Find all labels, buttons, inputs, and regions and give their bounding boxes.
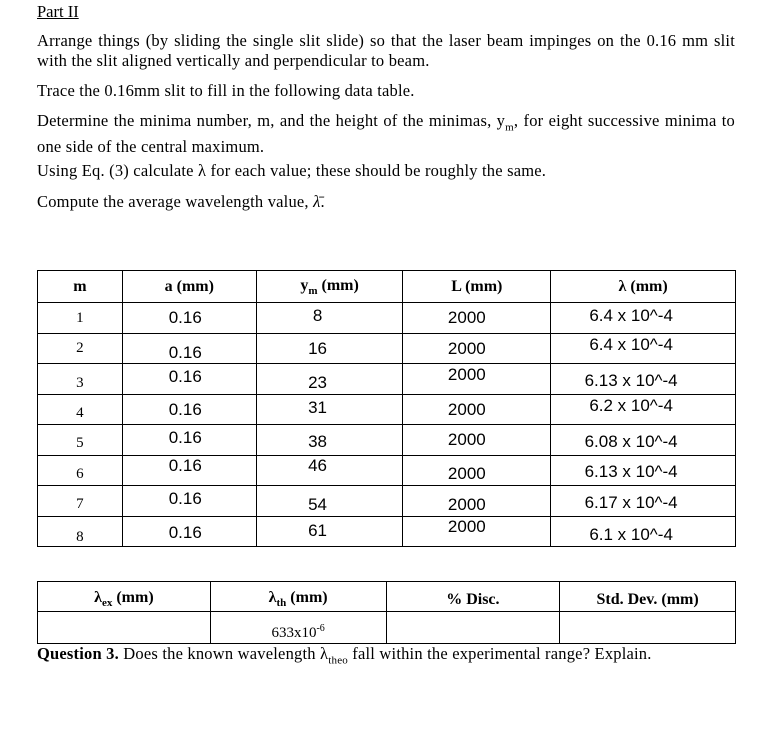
cell-ym-text: 54 — [308, 494, 328, 514]
cell-m-text: 5 — [76, 435, 84, 452]
cell-lambda-text: 6.2 x 10^-4 — [589, 395, 673, 415]
instruction-average — [37, 192, 735, 212]
header-L: L (mm) — [403, 271, 551, 303]
cell-a-text: 0.16 — [168, 427, 202, 447]
cell-a-text: 0.16 — [168, 342, 202, 362]
cell-L — [403, 486, 551, 516]
table-row — [38, 394, 736, 424]
table-row — [38, 486, 736, 516]
cell-lambda — [551, 486, 736, 516]
instruction-determine — [37, 111, 735, 157]
header-m: m — [38, 271, 123, 303]
cell-m-text: 6 — [76, 465, 84, 482]
cell-L — [403, 516, 551, 546]
table-row — [38, 516, 736, 546]
cell-a-text: 0.16 — [168, 456, 202, 476]
cell-ym — [256, 516, 403, 546]
cell-L-text: 2000 — [447, 429, 486, 449]
cell-lambda — [551, 425, 736, 455]
instruction-calculate: Using Eq. (3) calculate λ for each value; these should be roughly the same. — [37, 161, 547, 180]
cell-lambda-text: 6.4 x 10^-4 — [589, 306, 673, 326]
instruction-arrange: Arrange things (by sliding the single slit slide) so that the laser beam impinges on the 0.16 mm slit with the slit aligned vertically and perpendicular to beam. — [37, 31, 735, 70]
cell-L — [403, 333, 551, 363]
question-text-pre: Does the known wavelength λ — [118, 644, 329, 663]
cell-a — [122, 333, 256, 363]
cell-L-text: 2000 — [447, 399, 486, 419]
cell-L-text: 2000 — [447, 464, 486, 484]
cell-m — [38, 486, 123, 516]
cell-lambda-text: 6.13 x 10^-4 — [584, 371, 678, 391]
cell-ym-text: 23 — [308, 373, 328, 393]
cell-m-text: 3 — [76, 374, 84, 391]
header-ym: $y_m$ (mm) — [256, 271, 403, 303]
cell-ym — [256, 364, 403, 394]
cell-ym — [256, 394, 403, 424]
cell-m-text: 1 — [76, 309, 84, 326]
cell-ym-text: 46 — [308, 456, 328, 476]
summary-header-row — [38, 582, 736, 612]
cell-ym — [256, 455, 403, 485]
data-table — [37, 270, 736, 547]
cell-m — [38, 364, 123, 394]
cell-L-text: 2000 — [447, 494, 486, 514]
question-label: Question 3. — [37, 644, 119, 663]
part-heading: Part II — [37, 2, 79, 21]
cell-ym-text: 8 — [312, 306, 323, 326]
cell-L — [403, 455, 551, 485]
instruction-trace: Trace the 0.16mm slit to fill in the following data table. — [37, 81, 415, 100]
header-a: a (mm) — [122, 271, 256, 303]
cell-m — [38, 303, 123, 333]
table-row — [38, 333, 736, 363]
cell-a — [122, 303, 256, 333]
lambda-bar-symbol: λ̄ — [313, 192, 321, 211]
cell-a-text: 0.16 — [168, 308, 202, 328]
question-3 — [37, 644, 735, 670]
lambda-th-value: $633x10^{-6}$ — [210, 612, 386, 644]
summary-value-row — [38, 612, 736, 644]
cell-ym — [256, 486, 403, 516]
instruction-average-post: . — [320, 192, 325, 211]
header-lambda-th: $\lambda_{th}$ (mm) — [210, 582, 386, 612]
table-row — [38, 425, 736, 455]
cell-a-text: 0.16 — [168, 488, 202, 508]
header-disc: % Disc. — [386, 582, 560, 612]
cell-lambda — [551, 364, 736, 394]
cell-L — [403, 364, 551, 394]
cell-lambda — [551, 303, 736, 333]
cell-m — [38, 516, 123, 546]
cell-ym — [256, 425, 403, 455]
table-row — [38, 303, 736, 333]
cell-ym-text: 16 — [308, 338, 328, 358]
cell-a — [122, 516, 256, 546]
cell-ym-text: 61 — [308, 521, 328, 541]
cell-a — [122, 364, 256, 394]
cell-lambda-text: 6.08 x 10^-4 — [584, 431, 678, 451]
cell-lambda-text: 6.4 x 10^-4 — [589, 334, 673, 354]
cell-lambda — [551, 455, 736, 485]
cell-m — [38, 333, 123, 363]
cell-m — [38, 425, 123, 455]
cell-m-text: 4 — [76, 405, 84, 421]
instruction-determine-post: , for eight successive minima to one side of the central maximum. — [37, 111, 735, 157]
cell-L — [403, 425, 551, 455]
cell-lambda — [551, 333, 736, 363]
cell-a — [122, 455, 256, 485]
table-row — [38, 455, 736, 485]
cell-lambda-text: 6.1 x 10^-4 — [589, 525, 673, 545]
disc-value[interactable] — [386, 612, 560, 644]
cell-ym — [256, 303, 403, 333]
question-text-post: fall within the experimental range? Explain. — [347, 644, 652, 663]
question-text-sub: theo — [328, 654, 348, 667]
cell-L — [403, 394, 551, 424]
cell-m — [38, 455, 123, 485]
cell-a-text: 0.16 — [168, 399, 202, 419]
cell-lambda-text: 6.13 x 10^-4 — [584, 462, 678, 482]
header-lambda: λ (mm) — [551, 271, 736, 303]
cell-ym-text: 31 — [308, 397, 328, 417]
instruction-determine-sub: m — [505, 121, 514, 134]
cell-a-text: 0.16 — [168, 523, 202, 543]
data-table-header-row — [38, 271, 736, 303]
cell-L — [403, 303, 551, 333]
cell-lambda-text: 6.17 x 10^-4 — [584, 492, 678, 512]
cell-L-text: 2000 — [447, 365, 486, 385]
cell-m-text: 2 — [76, 340, 84, 357]
instruction-determine-pre: Determine the minima number, m, and the height of the minimas, y — [37, 111, 506, 130]
summary-table — [37, 581, 736, 644]
cell-m — [38, 394, 123, 424]
cell-m-text: 7 — [76, 496, 84, 513]
cell-lambda — [551, 394, 736, 424]
header-std-dev: Std. Dev. (mm) — [560, 582, 736, 612]
cell-L-text: 2000 — [447, 308, 486, 328]
std-dev-value[interactable] — [560, 612, 736, 644]
cell-L-text: 2000 — [447, 517, 486, 537]
lambda-ex-value[interactable] — [38, 612, 211, 644]
cell-m-text: 8 — [76, 528, 84, 545]
cell-a — [122, 486, 256, 516]
table-row — [38, 364, 736, 394]
cell-a — [122, 394, 256, 424]
cell-L-text: 2000 — [447, 338, 486, 358]
cell-a — [122, 425, 256, 455]
instruction-average-pre: Compute the average wavelength value, — [37, 192, 314, 211]
cell-ym — [256, 333, 403, 363]
header-lambda-ex: $\lambda_{ex}$ (mm) — [38, 582, 211, 612]
cell-lambda — [551, 516, 736, 546]
cell-ym-text: 38 — [308, 431, 328, 451]
cell-a-text: 0.16 — [168, 367, 202, 387]
